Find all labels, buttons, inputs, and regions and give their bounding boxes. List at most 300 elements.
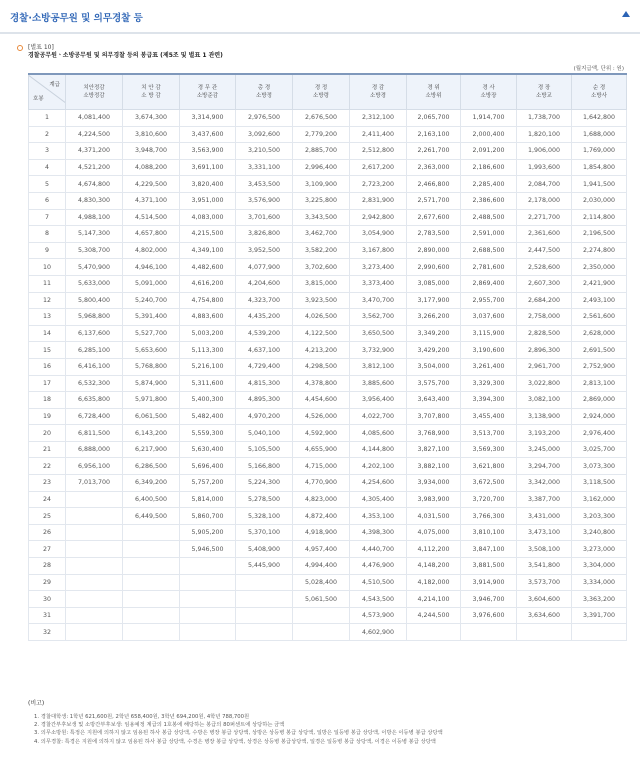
salary-cell: 4,224,500 [66,126,123,143]
salary-cell: 2,163,100 [407,126,461,143]
salary-cell: 2,274,800 [572,242,627,259]
salary-cell: 1,738,700 [517,110,572,127]
salary-cell [123,574,180,591]
table-row [29,491,627,508]
salary-cell: 2,591,000 [461,226,517,243]
table-row [29,524,627,541]
salary-cell: 5,757,200 [180,475,236,492]
salary-cell: 4,770,900 [293,475,350,492]
salary-cell: 5,105,500 [236,441,293,458]
salary-cell: 3,634,600 [517,607,572,624]
salary-cell: 3,203,300 [572,508,627,525]
salary-cell: 2,996,400 [293,159,350,176]
salary-cell: 3,604,600 [517,591,572,608]
salary-cell: 5,905,200 [180,524,236,541]
salary-cell: 4,031,500 [407,508,461,525]
police-rank: 총 경 [257,85,271,91]
salary-cell: 3,363,200 [572,591,627,608]
step-cell: 2 [29,126,66,143]
salary-cell: 4,144,800 [350,441,407,458]
salary-cell: 3,273,400 [350,259,407,276]
step-cell: 22 [29,458,66,475]
salary-cell: 3,768,900 [407,425,461,442]
salary-cell: 3,118,500 [572,475,627,492]
fire-rank: 소방교 [536,93,552,99]
salary-cell: 3,732,900 [350,342,407,359]
salary-cell: 5,874,900 [123,375,180,392]
salary-cell: 3,437,600 [180,126,236,143]
salary-cell: 3,707,800 [407,408,461,425]
salary-cell: 2,828,500 [517,325,572,342]
salary-cell: 3,273,000 [572,541,627,558]
salary-cell: 3,881,500 [461,558,517,575]
salary-cell: 6,888,000 [66,441,123,458]
salary-cell: 4,476,900 [350,558,407,575]
salary-cell: 5,968,800 [66,309,123,326]
salary-cell: 3,621,800 [461,458,517,475]
salary-cell: 2,271,700 [517,209,572,226]
table-row [29,425,627,442]
table-row [29,558,627,575]
salary-cell: 4,543,500 [350,591,407,608]
salary-cell: 5,630,400 [180,441,236,458]
salary-cell: 3,650,500 [350,325,407,342]
salary-cell: 4,022,700 [350,408,407,425]
salary-cell: 4,729,400 [236,358,293,375]
salary-cell: 5,768,800 [123,358,180,375]
appendix-ref: [별표 10] [28,44,54,51]
salary-cell: 3,541,800 [517,558,572,575]
salary-cell: 7,013,700 [66,475,123,492]
salary-cell: 2,114,800 [572,209,627,226]
salary-cell: 4,895,300 [236,392,293,409]
salary-cell: 2,676,500 [293,110,350,127]
salary-cell [123,524,180,541]
step-cell: 9 [29,242,66,259]
step-cell: 13 [29,309,66,326]
salary-cell: 3,177,900 [407,292,461,309]
salary-cell: 3,956,400 [350,392,407,409]
step-cell: 11 [29,275,66,292]
salary-cell: 5,328,100 [236,508,293,525]
salary-cell: 1,688,000 [572,126,627,143]
salary-cell: 5,800,400 [66,292,123,309]
table-row [29,392,627,409]
salary-cell: 4,521,200 [66,159,123,176]
salary-cell: 3,162,000 [572,491,627,508]
table-row [29,508,627,525]
salary-cell [66,558,123,575]
table-caption [28,44,223,60]
step-cell: 32 [29,624,66,641]
salary-cell: 4,215,500 [180,226,236,243]
table-row [29,226,627,243]
salary-cell: 3,334,000 [572,574,627,591]
salary-cell: 3,504,000 [407,358,461,375]
salary-cell: 2,528,600 [517,259,572,276]
salary-cell: 2,688,500 [461,242,517,259]
salary-cell: 4,026,500 [293,309,350,326]
note-item: 1. 경찰대학생: 1학년 621,600원, 2학년 658,400원, 3학년 694,200원, 4학년 788,700원 [34,714,250,720]
salary-cell: 4,830,300 [66,192,123,209]
salary-cell: 6,285,100 [66,342,123,359]
police-rank: 경 정 [314,85,328,91]
salary-cell: 2,466,800 [407,176,461,193]
salary-cell: 2,684,200 [517,292,572,309]
salary-cell: 3,261,400 [461,358,517,375]
salary-cell: 3,885,600 [350,375,407,392]
salary-cell: 3,473,100 [517,524,572,541]
salary-cell: 5,040,100 [236,425,293,442]
table-row [29,192,627,209]
salary-cell: 5,559,300 [180,425,236,442]
salary-cell: 3,983,900 [407,491,461,508]
table-row [29,475,627,492]
table-row [29,541,627,558]
salary-cell: 3,643,400 [407,392,461,409]
salary-cell: 5,278,500 [236,491,293,508]
salary-table [28,73,627,641]
column-header [236,74,293,110]
salary-cell [461,624,517,641]
column-header [517,74,572,110]
note-item: 3. 의무소방원: 특정은 지원에 의하지 않고 임용된 하사 봉급 상당액, 수방은 병장 봉급 상당액, 상방은 상등병 봉급 상당액, 일방은 일등병 봉급 상당액, 이방은 이등병 봉급 상당액 [34,730,443,737]
salary-cell: 2,386,600 [461,192,517,209]
salary-cell: 4,872,400 [293,508,350,525]
salary-cell: 4,988,100 [66,209,123,226]
salary-cell: 4,637,100 [236,342,293,359]
salary-cell: 2,065,700 [407,110,461,127]
table-row [29,441,627,458]
salary-cell: 3,190,600 [461,342,517,359]
salary-cell: 4,214,100 [407,591,461,608]
salary-cell: 6,811,500 [66,425,123,442]
salary-cell: 3,294,700 [517,458,572,475]
salary-cell: 4,213,200 [293,342,350,359]
salary-cell: 4,573,900 [350,607,407,624]
salary-cell [180,607,236,624]
salary-cell: 2,493,100 [572,292,627,309]
salary-cell: 5,224,300 [236,475,293,492]
salary-cell: 3,513,700 [461,425,517,442]
table-row [29,110,627,127]
step-cell: 21 [29,441,66,458]
salary-cell: 6,217,900 [123,441,180,458]
salary-cell: 2,885,700 [293,143,350,160]
table-row [29,408,627,425]
salary-cell: 3,342,000 [517,475,572,492]
salary-cell: 3,092,600 [236,126,293,143]
salary-cell: 2,955,700 [461,292,517,309]
salary-cell: 4,298,500 [293,358,350,375]
police-rank: 경 위 [427,85,440,91]
salary-cell: 5,696,400 [180,458,236,475]
salary-cell [236,624,293,641]
salary-cell: 4,323,700 [236,292,293,309]
salary-cell: 5,527,700 [123,325,180,342]
salary-cell: 2,084,700 [517,176,572,193]
salary-cell: 6,532,300 [66,375,123,392]
salary-cell: 6,728,400 [66,408,123,425]
salary-cell: 4,378,800 [293,375,350,392]
notes-title: (비고) [28,700,45,707]
salary-cell: 2,571,700 [407,192,461,209]
salary-cell: 2,488,500 [461,209,517,226]
salary-cell: 3,470,700 [350,292,407,309]
table-row [29,275,627,292]
salary-cell: 4,371,100 [123,192,180,209]
salary-cell [407,624,461,641]
salary-cell: 4,085,600 [350,425,407,442]
salary-cell: 3,573,700 [517,574,572,591]
salary-cell [236,591,293,608]
salary-cell: 4,075,000 [407,524,461,541]
column-header [350,74,407,110]
column-header [123,74,180,110]
note-item: 2. 경찰간부후보생 및 소방간부후보생: 임용예정 계급의 1호봉에 해당하는 봉급의 80퍼센트에 상당하는 금액 [34,722,285,729]
salary-cell: 4,957,400 [293,541,350,558]
step-cell: 3 [29,143,66,160]
salary-cell: 3,109,900 [293,176,350,193]
salary-cell: 4,655,900 [293,441,350,458]
salary-cell: 4,440,700 [350,541,407,558]
salary-cell [123,558,180,575]
salary-cell: 5,633,000 [66,275,123,292]
police-rank: 경 사 [482,85,495,91]
salary-cell: 3,882,100 [407,458,461,475]
salary-cell: 3,847,100 [461,541,517,558]
salary-cell: 2,990,600 [407,259,461,276]
salary-cell: 2,186,600 [461,159,517,176]
salary-cell: 1,906,000 [517,143,572,160]
salary-cell: 3,508,100 [517,541,572,558]
salary-cell: 3,720,700 [461,491,517,508]
police-rank: 경 장 [537,85,551,91]
step-cell: 31 [29,607,66,624]
salary-cell: 5,370,100 [236,524,293,541]
step-cell: 14 [29,325,66,342]
salary-cell: 4,454,600 [293,392,350,409]
salary-cell: 4,514,500 [123,209,180,226]
salary-cell: 3,453,500 [236,176,293,193]
salary-cell: 6,061,500 [123,408,180,425]
salary-cell: 5,653,600 [123,342,180,359]
table-header-row [29,74,627,110]
salary-cell: 4,398,300 [350,524,407,541]
step-label: 호봉 [33,96,44,102]
table-row [29,176,627,193]
salary-cell [123,591,180,608]
salary-cell: 5,391,400 [123,309,180,326]
salary-cell: 3,934,000 [407,475,461,492]
salary-cell: 5,408,900 [236,541,293,558]
salary-cell: 2,677,600 [407,209,461,226]
salary-cell: 3,462,700 [293,226,350,243]
salary-cell: 3,266,200 [407,309,461,326]
salary-cell [180,591,236,608]
fire-rank: 소방정 [256,93,272,99]
salary-cell: 2,178,000 [517,192,572,209]
salary-cell: 4,371,200 [66,143,123,160]
salary-cell: 2,869,400 [461,275,517,292]
step-cell: 20 [29,425,66,442]
fire-rank: 소 방 감 [141,93,161,99]
salary-cell: 2,976,500 [236,110,293,127]
salary-cell: 3,951,000 [180,192,236,209]
table-row [29,458,627,475]
salary-cell: 6,143,200 [123,425,180,442]
table-title: 경찰공무원ㆍ소방공무원 및 의무경찰 등의 봉급표 (제5조 및 별표 1 관련) [28,52,223,59]
salary-cell: 3,812,100 [350,358,407,375]
step-cell: 26 [29,524,66,541]
fire-rank: 소방위 [425,93,442,99]
salary-cell: 2,091,200 [461,143,517,160]
salary-cell: 2,350,000 [572,259,627,276]
salary-cell: 4,970,200 [236,408,293,425]
step-cell: 16 [29,358,66,375]
salary-cell: 6,956,100 [66,458,123,475]
salary-cell: 5,482,400 [180,408,236,425]
salary-cell: 4,602,900 [350,624,407,641]
header-corner [29,74,66,110]
salary-cell [66,624,123,641]
salary-cell: 2,421,900 [572,275,627,292]
salary-cell: 4,204,600 [236,275,293,292]
salary-cell: 3,329,300 [461,375,517,392]
salary-cell [293,624,350,641]
section-title: 경찰·소방공무원 및 의무경찰 등 [10,13,143,24]
salary-cell: 4,883,600 [180,309,236,326]
table-row [29,325,627,342]
salary-cell: 2,942,800 [350,209,407,226]
salary-cell: 2,890,000 [407,242,461,259]
salary-cell: 3,820,400 [180,176,236,193]
salary-cell: 4,946,100 [123,259,180,276]
salary-cell: 3,193,200 [517,425,572,442]
salary-cell: 2,512,800 [350,143,407,160]
salary-cell: 2,030,000 [572,192,627,209]
salary-cell: 4,349,100 [180,242,236,259]
salary-cell: 4,802,000 [123,242,180,259]
salary-cell: 6,416,100 [66,358,123,375]
salary-cell: 3,085,000 [407,275,461,292]
salary-cell: 4,083,000 [180,209,236,226]
salary-cell: 3,373,400 [350,275,407,292]
fire-rank: 소방정감 [83,93,105,99]
table-row [29,342,627,359]
step-cell: 15 [29,342,66,359]
notes-list [28,713,628,746]
salary-cell: 2,783,500 [407,226,461,243]
salary-cell: 5,216,100 [180,358,236,375]
salary-cell: 1,642,800 [572,110,627,127]
salary-cell: 3,115,900 [461,325,517,342]
salary-cell: 3,429,200 [407,342,461,359]
salary-cell [66,491,123,508]
police-rank: 경 무 관 [197,85,218,91]
salary-cell: 4,510,500 [350,574,407,591]
step-cell: 25 [29,508,66,525]
collapse-arrow-icon[interactable] [622,11,630,17]
salary-cell: 2,285,400 [461,176,517,193]
salary-cell: 4,122,500 [293,325,350,342]
salary-cell: 3,387,700 [517,491,572,508]
salary-cell: 3,672,500 [461,475,517,492]
salary-cell: 3,826,800 [236,226,293,243]
salary-cell: 4,526,000 [293,408,350,425]
salary-cell: 6,400,500 [123,491,180,508]
salary-cell [66,607,123,624]
salary-cell [66,508,123,525]
salary-cell [180,574,236,591]
salary-cell: 2,924,000 [572,408,627,425]
salary-cell: 3,674,300 [123,110,180,127]
salary-cell: 2,896,300 [517,342,572,359]
salary-cell: 4,994,400 [293,558,350,575]
salary-cell: 5,113,300 [180,342,236,359]
salary-cell: 3,582,200 [293,242,350,259]
salary-cell: 4,148,200 [407,558,461,575]
salary-cell: 4,088,200 [123,159,180,176]
salary-cell: 5,240,700 [123,292,180,309]
salary-cell: 2,781,600 [461,259,517,276]
salary-cell: 3,391,700 [572,607,627,624]
salary-cell: 3,240,800 [572,524,627,541]
salary-cell: 2,813,100 [572,375,627,392]
salary-cell: 3,314,900 [180,110,236,127]
column-header [66,74,123,110]
salary-cell: 3,946,700 [461,591,517,608]
salary-cell [180,558,236,575]
salary-cell: 3,810,100 [461,524,517,541]
step-cell: 23 [29,475,66,492]
step-cell: 6 [29,192,66,209]
salary-cell: 3,923,500 [293,292,350,309]
salary-cell [293,607,350,624]
salary-cell: 4,077,900 [236,259,293,276]
salary-cell: 2,363,000 [407,159,461,176]
step-cell: 10 [29,259,66,276]
section-header[interactable] [0,0,640,34]
salary-cell: 5,946,500 [180,541,236,558]
salary-cell [236,574,293,591]
salary-cell: 2,976,400 [572,425,627,442]
salary-cell: 3,766,300 [461,508,517,525]
column-header [461,74,517,110]
salary-cell: 4,754,800 [180,292,236,309]
table-body [29,110,627,641]
police-rank: 치안정감 [83,85,105,91]
salary-cell: 4,305,400 [350,491,407,508]
step-cell: 7 [29,209,66,226]
salary-cell: 4,539,200 [236,325,293,342]
salary-cell: 4,657,800 [123,226,180,243]
salary-cell: 3,349,200 [407,325,461,342]
salary-cell: 4,918,900 [293,524,350,541]
salary-cell: 2,607,300 [517,275,572,292]
salary-cell: 3,948,700 [123,143,180,160]
step-cell: 18 [29,392,66,409]
salary-cell: 1,769,000 [572,143,627,160]
note-item: 4. 의무경찰: 특경은 지원에 의하지 않고 임용된 하사 봉급 상당액, 수경은 병장 봉급 상당액, 상경은 상등병 봉급상당액, 일경은 일등병 봉급 상당액, 이경은 이등병 봉급 상당액 [34,738,436,745]
notes [28,698,628,746]
salary-cell: 4,229,500 [123,176,180,193]
fire-rank: 소방령 [313,93,329,99]
salary-cell: 3,304,000 [572,558,627,575]
table-row [29,242,627,259]
table-row [29,591,627,608]
salary-cell: 4,674,800 [66,176,123,193]
